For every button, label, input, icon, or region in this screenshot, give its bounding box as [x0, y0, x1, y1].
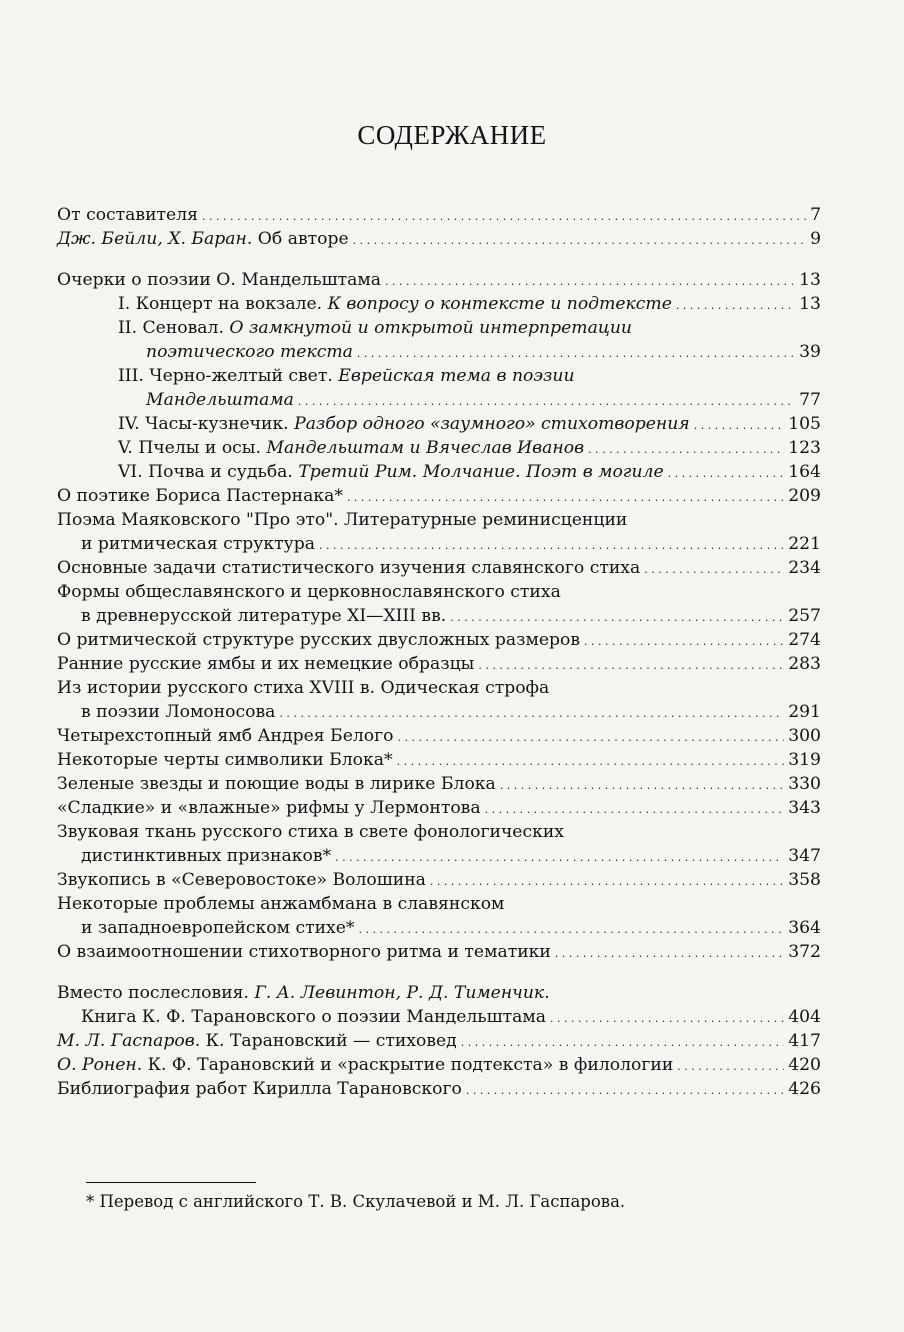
toc-page-number: 426 — [788, 1079, 821, 1099]
toc-entry — [57, 388, 821, 412]
toc-entry — [57, 604, 821, 628]
toc-entry-title — [57, 556, 640, 580]
toc-page-number: 283 — [788, 654, 821, 674]
toc-entry-title — [118, 412, 690, 436]
toc-entry-title-italic: О замкнутой и открытой интерпретации — [229, 318, 632, 338]
toc-entry — [57, 412, 821, 436]
toc-page-number: 347 — [788, 846, 821, 866]
dot-leader — [485, 796, 785, 822]
toc-entry-title — [146, 340, 353, 364]
dot-leader — [397, 748, 785, 774]
footnote-divider — [86, 1182, 256, 1183]
toc-entry — [57, 292, 821, 316]
dot-leader — [279, 700, 784, 726]
toc-entry-title — [57, 628, 580, 652]
toc-entry-title — [81, 700, 275, 724]
toc-entry-title-text: Книга К. Ф. Тарановского о поэзии Мандельштама — [81, 1007, 546, 1027]
toc-entry-title — [57, 748, 393, 772]
toc-page-number: 343 — [788, 798, 821, 818]
toc-page-number: 291 — [788, 702, 821, 722]
toc-entry-title-italic: Еврейская тема в поэзии — [338, 366, 575, 386]
toc-entry — [57, 316, 821, 340]
dot-leader — [694, 412, 784, 438]
dot-leader — [677, 1053, 784, 1079]
section-gap — [57, 964, 821, 981]
toc-entry-title-italic: поэтического текста — [146, 342, 353, 362]
toc-entry — [57, 227, 821, 251]
toc-entry-title-text: Четырехстопный ямб Андрея Белого — [57, 726, 394, 746]
toc-entry-title-text: в древнерусской литературе XI—XIII вв. — [81, 606, 447, 626]
toc-page-number: 9 — [810, 229, 821, 249]
toc-entry — [57, 340, 821, 364]
dot-leader — [359, 916, 785, 942]
toc-entry-title-text: Некоторые черты символики Блока* — [57, 750, 393, 770]
dot-leader — [385, 268, 795, 294]
dot-leader — [319, 532, 784, 558]
section-gap — [57, 251, 821, 268]
toc-page-number: 330 — [788, 774, 821, 794]
toc-entry-title — [118, 460, 664, 484]
toc-entry — [57, 844, 821, 868]
toc-entry-title — [57, 940, 551, 964]
toc-entry-title-text: Поэма Маяковского "Про это". Литературные реминисценции — [57, 510, 628, 530]
toc-entry-title-text: Звуковая ткань русского стиха в свете фонологических — [57, 822, 564, 842]
toc-entry — [57, 676, 821, 700]
toc-page-number: 234 — [788, 558, 821, 578]
toc-entry — [57, 868, 821, 892]
dot-leader — [588, 436, 784, 462]
toc-entry-title — [57, 868, 426, 892]
toc-page-number: 358 — [788, 870, 821, 890]
toc-entry-title — [57, 981, 550, 1005]
toc-entry-title-text: дистинктивных признаков* — [81, 846, 332, 866]
toc-entry — [57, 724, 821, 748]
toc-entry-title-text: Библиография работ Кирилла Тарановского — [57, 1079, 462, 1099]
toc-entry-title-text: От составителя — [57, 205, 198, 225]
dot-leader — [461, 1029, 784, 1055]
toc-entry — [57, 628, 821, 652]
dot-leader — [397, 724, 784, 750]
dot-leader — [668, 460, 785, 486]
toc-entry — [57, 652, 821, 676]
dot-leader — [644, 556, 784, 582]
toc-entry-title — [57, 892, 504, 916]
toc-page-number: 300 — [788, 726, 821, 746]
toc-entry — [57, 1005, 821, 1029]
toc-entry-title — [81, 916, 355, 940]
toc-entry-title — [146, 388, 294, 412]
toc-page-number: 372 — [788, 942, 821, 962]
toc-entry-title-text: III. Черно-желтый свет. — [118, 366, 339, 386]
toc-entry-title — [81, 1005, 546, 1029]
toc-entry-title-text: Из истории русского стиха XVIII в. Одическая строфа — [57, 678, 550, 698]
toc-entry-title-italic: К вопросу о контексте и подтексте — [327, 294, 672, 314]
toc-entry — [57, 700, 821, 724]
dot-leader — [478, 652, 784, 678]
footnote: * Перевод с английского Т. В. Скулачевой и М. Л. Гаспарова. — [86, 1192, 626, 1211]
toc-entry-title-text: I. Концерт на вокзале. — [118, 294, 328, 314]
toc-entry-title — [57, 676, 549, 700]
toc-entry — [57, 772, 821, 796]
toc-entry-title-text: IV. Часы-кузнечик. — [118, 414, 295, 434]
toc-entry — [57, 748, 821, 772]
dot-leader — [430, 868, 784, 894]
toc-entry — [57, 556, 821, 580]
toc-entry-title — [118, 292, 672, 316]
toc-entry-title — [57, 772, 496, 796]
page-title: СОДЕРЖАНИЕ — [357, 120, 547, 150]
toc-entry — [57, 1053, 821, 1077]
toc-entry-title-text: Формы общеславянского и церковнославянского стиха — [57, 582, 561, 602]
toc-entry-title-text: и западноевропейском стихе* — [81, 918, 355, 938]
toc-entry-title-text: . — [544, 983, 550, 1003]
toc-page-number: 209 — [788, 486, 821, 506]
toc-page-number: 164 — [788, 462, 821, 482]
toc-entry-title-text: Ранние русские ямбы и их немецкие образцы — [57, 654, 475, 674]
toc-entry-title-text: в поэзии Ломоносова — [81, 702, 276, 722]
toc-page-number: 257 — [788, 606, 821, 626]
toc-entry-title — [81, 604, 446, 628]
toc-entry — [57, 981, 821, 1005]
toc-entry — [57, 820, 821, 844]
dot-leader — [466, 1077, 784, 1103]
dot-leader — [584, 628, 784, 654]
toc-entry-title-text: Основные задачи статистического изучения славянского стиха — [57, 558, 641, 578]
toc-entry-title-text: . Об авторе — [246, 229, 349, 249]
dot-leader — [450, 604, 784, 630]
toc-entry — [57, 1029, 821, 1053]
dot-leader — [550, 1005, 784, 1031]
toc-entry — [57, 892, 821, 916]
toc-entry-title — [118, 364, 575, 388]
toc-entry — [57, 916, 821, 940]
dot-leader — [676, 292, 795, 318]
toc-entry-title-text: О поэтике Бориса Пастернака* — [57, 486, 343, 506]
toc-entry — [57, 508, 821, 532]
dot-leader — [500, 772, 784, 798]
toc-entry-title-text: О ритмической структуре русских двусложных размеров — [57, 630, 581, 650]
toc-page-number: 105 — [788, 414, 821, 434]
toc-page-number: 420 — [788, 1055, 821, 1075]
toc-page-number: 274 — [788, 630, 821, 650]
dot-leader — [298, 388, 795, 414]
toc-entry-title-italic: Мандельштама — [146, 390, 294, 410]
toc-entry-title — [57, 1029, 457, 1053]
toc-entry-title — [57, 268, 381, 292]
dot-leader — [335, 844, 784, 870]
toc-page-number: 417 — [788, 1031, 821, 1051]
toc-entry-title-italic: Дж. Бейли, Х. Баран — [57, 229, 247, 249]
dot-leader — [347, 484, 784, 510]
toc-entry-title — [57, 484, 343, 508]
toc-entry — [57, 532, 821, 556]
toc-entry-title-text: О взаимоотношении стихотворного ритма и тематики — [57, 942, 551, 962]
toc-page-number: 77 — [799, 390, 821, 410]
toc-entry-title — [57, 203, 198, 227]
toc-entry-title-text: Вместо послесловия. — [57, 983, 255, 1003]
toc-entry-title-text: Некоторые проблемы анжамбмана в славянском — [57, 894, 505, 914]
toc-page-number: 221 — [788, 534, 821, 554]
toc-entry — [57, 460, 821, 484]
toc-entry-title — [57, 580, 561, 604]
toc-entry-title — [57, 652, 474, 676]
dot-leader — [353, 227, 806, 253]
toc-entry-title-text: VI. Почва и судьба. — [118, 462, 299, 482]
toc-entry-title-text: Зеленые звезды и поющие воды в лирике Блока — [57, 774, 496, 794]
toc-entry-title — [57, 1053, 673, 1077]
toc-page-number: 13 — [799, 294, 821, 314]
toc-page-number: 364 — [788, 918, 821, 938]
toc-entry-title — [118, 316, 632, 340]
toc-entry — [57, 796, 821, 820]
toc-entry-title-italic: Третий Рим. Молчание. Поэт в могиле — [298, 462, 664, 482]
toc-entry-title-text: «Сладкие» и «влажные» рифмы у Лермонтова — [57, 798, 481, 818]
toc-entry — [57, 940, 821, 964]
toc-entry — [57, 268, 821, 292]
toc-entry — [57, 580, 821, 604]
toc-entry-title — [118, 436, 584, 460]
toc-entry-title — [57, 724, 393, 748]
toc-entry-title — [57, 1077, 462, 1101]
toc-entry-title-text: II. Сеновал. — [118, 318, 230, 338]
toc-entry-title-italic: Г. А. Левинтон, Р. Д. Тименчик — [254, 983, 545, 1003]
toc-entry — [57, 484, 821, 508]
toc-entry — [57, 203, 821, 227]
toc-page-number: 319 — [788, 750, 821, 770]
toc-entry-title-text: Звукопись в «Северовостоке» Волошина — [57, 870, 426, 890]
toc-page-number: 404 — [788, 1007, 821, 1027]
toc-entry-title — [57, 508, 627, 532]
toc-page-number: 13 — [799, 270, 821, 290]
toc-entry-title-text: V. Пчелы и осы. — [118, 438, 267, 458]
toc-entry-title-text: . К. Ф. Тарановский и «раскрытие подтекста» в филологии — [136, 1055, 674, 1075]
toc-page-number: 7 — [810, 205, 821, 225]
toc-entry-title-text: и ритмическая структура — [81, 534, 316, 554]
toc-entry-title — [57, 796, 481, 820]
toc-entry — [57, 364, 821, 388]
toc-entry-title-italic: О. Ронен — [57, 1055, 137, 1075]
toc-entry-title — [81, 844, 331, 868]
toc-entry-title — [81, 532, 315, 556]
dot-leader — [555, 940, 784, 966]
toc-entry-title-italic: Мандельштам и Вячеслав Иванов — [266, 438, 585, 458]
toc-entry-title — [57, 227, 349, 251]
toc-page-number: 123 — [788, 438, 821, 458]
dot-leader — [357, 340, 795, 366]
toc-entry-title-text: . К. Тарановский — стиховед — [194, 1031, 457, 1051]
toc-entry-title — [57, 820, 564, 844]
table-of-contents — [57, 203, 821, 1101]
toc-entry — [57, 436, 821, 460]
toc-entry-title-italic: Разбор одного «заумного» стихотворения — [294, 414, 690, 434]
toc-entry-title-text: Очерки о поэзии О. Мандельштама — [57, 270, 381, 290]
dot-leader — [202, 203, 806, 229]
toc-entry — [57, 1077, 821, 1101]
toc-entry-title-italic: М. Л. Гаспаров — [57, 1031, 195, 1051]
toc-page-number: 39 — [799, 342, 821, 362]
